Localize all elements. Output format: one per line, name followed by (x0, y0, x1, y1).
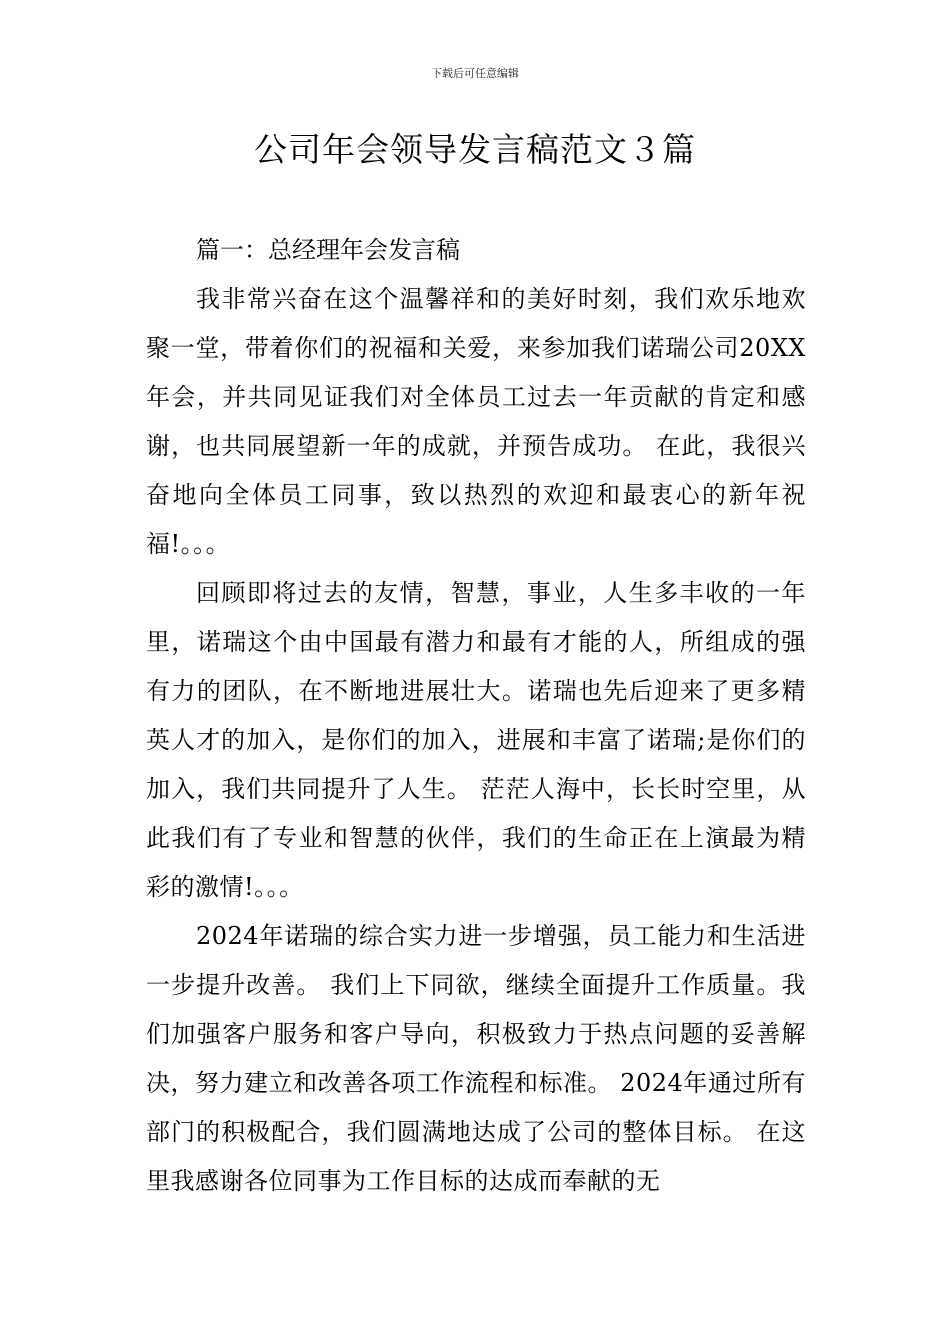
paragraph-2: 回顾即将过去的友情，智慧，事业，人生多丰收的一年里，诺瑞这个由中国最有潜力和最有才能的人，所组成的强有力的团队，在不断地进展壮大。诺瑞也先后迎来了更多精英人才的加入，是你们的加入，进展和丰富了诺瑞;是你们的加入，我们共同提升了人生。 茫茫人海中，长长时空里，从此我们有了专业和智慧的伙伴，我们的生命正在上演最为精彩的激情!。。。 (146, 579, 806, 901)
paragraph-1: 我非常兴奋在这个温馨祥和的美好时刻，我们欢乐地欢聚一堂，带着你们的祝福和关爱，来参加我们诺瑞公司20XX年会，并共同见证我们对全体员工过去一年贡献的肯定和感谢，也共同展望新一年的成就，并预告成功。 在此，我很兴奋地向全体员工同事，致以热烈的欢迎和最衷心的新年祝福!。。。 (146, 285, 806, 558)
document-title: 公司年会领导发言稿范文３篇 (254, 130, 696, 169)
document-body (146, 226, 806, 1206)
section-heading: 篇一：总经理年会发言稿 (196, 236, 460, 264)
paragraph-3: 2024年诺瑞的综合实力进一步增强，员工能力和生活进一步提升改善。 我们上下同欲，继续全面提升工作质量。我们加强客户服务和客户导向，积极致力于热点问题的妥善解决，努力建立和改善各项工作流程和标准。 2024年通过所有部门的积极配合，我们圆满地达成了公司的整体目标。 在这里我感谢各位同事为工作目标的达成而奉献的无 (146, 922, 806, 1195)
header-note: 下载后可任意编辑 (431, 67, 519, 80)
